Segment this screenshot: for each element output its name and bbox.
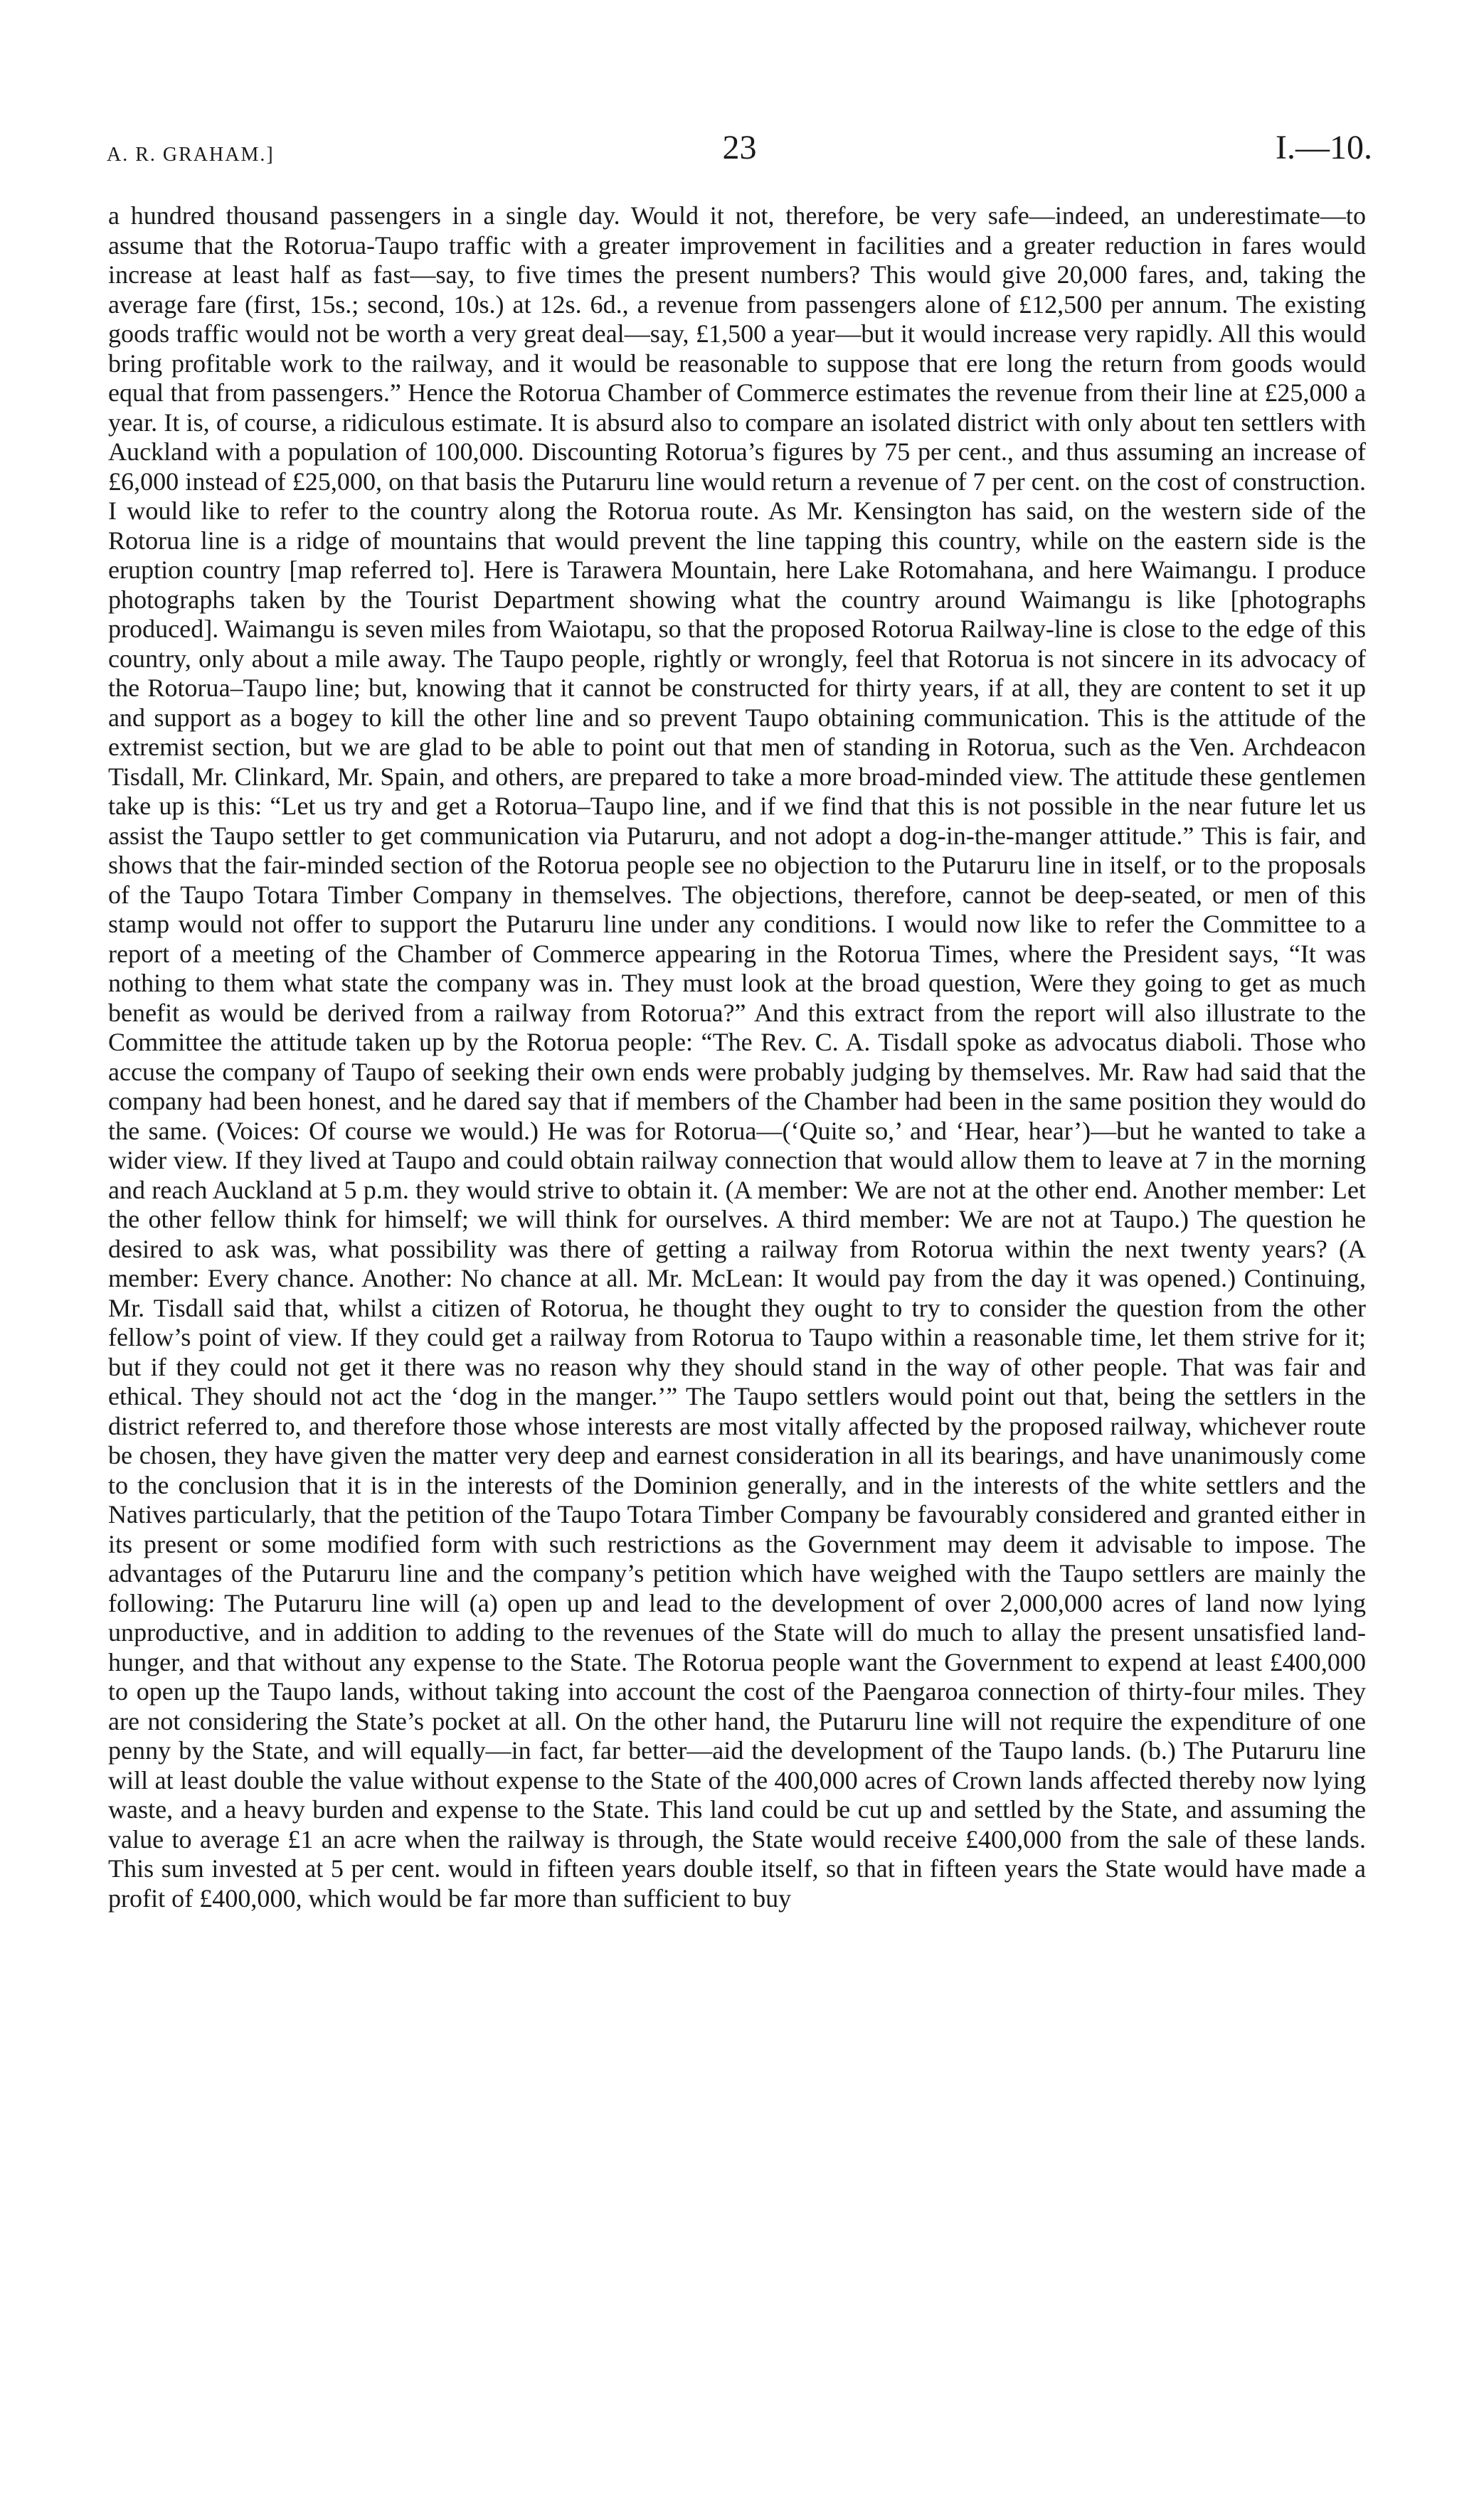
- author-attribution: A. R. GRAHAM.]: [107, 144, 275, 166]
- body-paragraph: a hundred thousand passengers in a single day. Would it not, therefore, be very safe—indeed, an underestimate—to assume that the Rotorua-Taupo traffic with a greater improvement in facilities and a greater reduction in fares would increase at least half as fast—say, to five times the present numbers? This would give 20,000 fares, and, taking the average fare (first, 15s.; second, 10s.) at 12s. 6d., a revenue from passengers alone of £12,500 per annum. The existing goods traffic would not be worth a very great deal—say, £1,500 a year—but it would increase very rapidly. All this would bring profitable work to the railway, and it would be reasonable to suppose that ere long the return from goods would equal that from passengers.” Hence the Rotorua Chamber of Commerce estimates the revenue from their line at £25,000 a year. It is, of course, a ridiculous estimate. It is absurd also to compare an isolated district with only about ten settlers with Auckland with a population of 100,000. Discounting Rotorua’s figures by 75 per cent., and thus assuming an increase of £6,000 instead of £25,000, on that basis the Putaruru line would return a revenue of 7 per cent. on the cost of construction. I would like to refer to the country along the Rotorua route. As Mr. Kensington has said, on the western side of the Rotorua line is a ridge of mountains that would prevent the line tapping this country, while on the eastern side is the eruption country [map referred to]. Here is Tarawera Mountain, here Lake Rotomahana, and here Waimangu. I produce photographs taken by the Tourist Department showing what the country around Waimangu is like [photographs produced]. Waimangu is seven miles from Waiotapu, so that the proposed Rotorua Railway-line is close to the edge of this country, only about a mile away. The Taupo people, rightly or wrongly, feel that Rotorua is not sincere in its advocacy of the Rotorua–Taupo line; but, knowing that it cannot be constructed for thirty years, if at all, they are content to set it up and support as a bogey to kill the other line and so prevent Taupo obtaining communication. This is the attitude of the extremist section, but we are glad to be able to point out that men of standing in Rotorua, such as the Ven. Archdeacon Tisdall, Mr. Clinkard, Mr. Spain, and others, are prepared to take a more broad-minded view. The attitude these gentlemen take up is this: “Let us try and get a Rotorua–Taupo line, and if we find that this is not possible in the near future let us assist the Taupo settler to get communication via Putaruru, and not adopt a dog-in-the-manger attitude.” This is fair, and shows that the fair-minded section of the Rotorua people see no objection to the Putaruru line in itself, or to the proposals of the Taupo Totara Timber Company in themselves. The objections, therefore, cannot be deep-seated, or men of this stamp would not offer to support the Putaruru line under any conditions. I would now like to refer the Committee to a report of a meeting of the Chamber of Commerce appearing in the Rotorua Times, where the President says, “It was nothing to them what state the company was in. They must look at the broad question, Were they going to get as much benefit as would be derived from a railway from Rotorua?” And this extract from the report will also illustrate to the Committee the attitude taken up by the Rotorua people: “The Rev. C. A. Tisdall spoke as advocatus diaboli. Those who accuse the company of Taupo of seeking their own ends were probably judging by themselves. Mr. Raw had said that the company had been honest, and he dared say that if members of the Chamber had been in the same position they would do the same. (Voices: Of course we would.) He was for Rotorua—(‘Quite so,’ and ‘Hear, hear’)—but he wanted to take a wider view. If they lived at Taupo and could obtain railway connection that would allow them to leave at 7 in the morning and reach Auckland at 5 p.m. they would strive to obtain it. (A member: We are not at the other end. Another member: Let the other fellow think for himself; we will think for ourselves. A third member: We are not at Taupo.) The question he desired to ask was, what possibility was there of getting a railway from Rotorua within the next twenty years? (A member: Every chance. Another: No chance at all. Mr. McLean: It would pay from the day it was opened.) Continuing, Mr. Tisdall said that, whilst a citizen of Rotorua, he thought they ought to try to consider the question from the other fellow’s point of view. If they could get a railway from Rotorua to Taupo within a reasonable time, let them strive for it; but if they could not get it there was no reason why they should stand in the way of other people. That was fair and ethical. They should not act the ‘dog in the manger.’” The Taupo settlers would point out that, being the settlers in the district referred to, and therefore those whose interests are most vitally affected by the proposed railway, whichever route be chosen, they have given the matter very deep and earnest consideration in all its bearings, and have unanimously come to the conclusion that it is in the interests of the Dominion generally, and in the interests of the white settlers and the Natives particularly, that the petition of the Taupo Totara Timber Company be favourably considered and granted either in its present or some modified form with such restrictions as the Government may deem it advisable to impose. The advantages of the Putaruru line and the company’s petition which have weighed with the Taupo settlers are mainly the following: The Putaruru line will (a) open up and lead to the development of over 2,000,000 acres of land now lying unproductive, and in addition to adding to the revenues of the State will do much to allay the present unsatisfied land-hunger, and that without any expense to the State. The Rotorua people want the Government to expend at least £400,000 to open up the Taupo lands, without taking into account the cost of the Paengaroa connection of thirty-four miles. They are not considering the State’s pocket at all. On the other hand, the Putaruru line will not require the expenditure of one penny by the State, and will equally—in fact, far better—aid the development of the Taupo lands. (b.) The Putaruru line will at least double the value without expense to the State of the 400,000 acres of Crown lands affected thereby now lying waste, and a heavy burden and expense to the State. This land could be cut up and settled by the State, and assuming the value to average £1 an acre when the railway is through, the State would receive £400,000 from the sale of these lands. This sum invested at 5 per cent. would in fifteen years double itself, so that in fifteen years the State would have made a profit of £400,000, which would be far more than sufficient to buy: [108, 201, 1366, 1913]
- page-number: 23: [722, 129, 757, 166]
- document-body: [108, 201, 1366, 1913]
- series-label: I.—10.: [1276, 129, 1372, 166]
- page-header: [107, 128, 1372, 178]
